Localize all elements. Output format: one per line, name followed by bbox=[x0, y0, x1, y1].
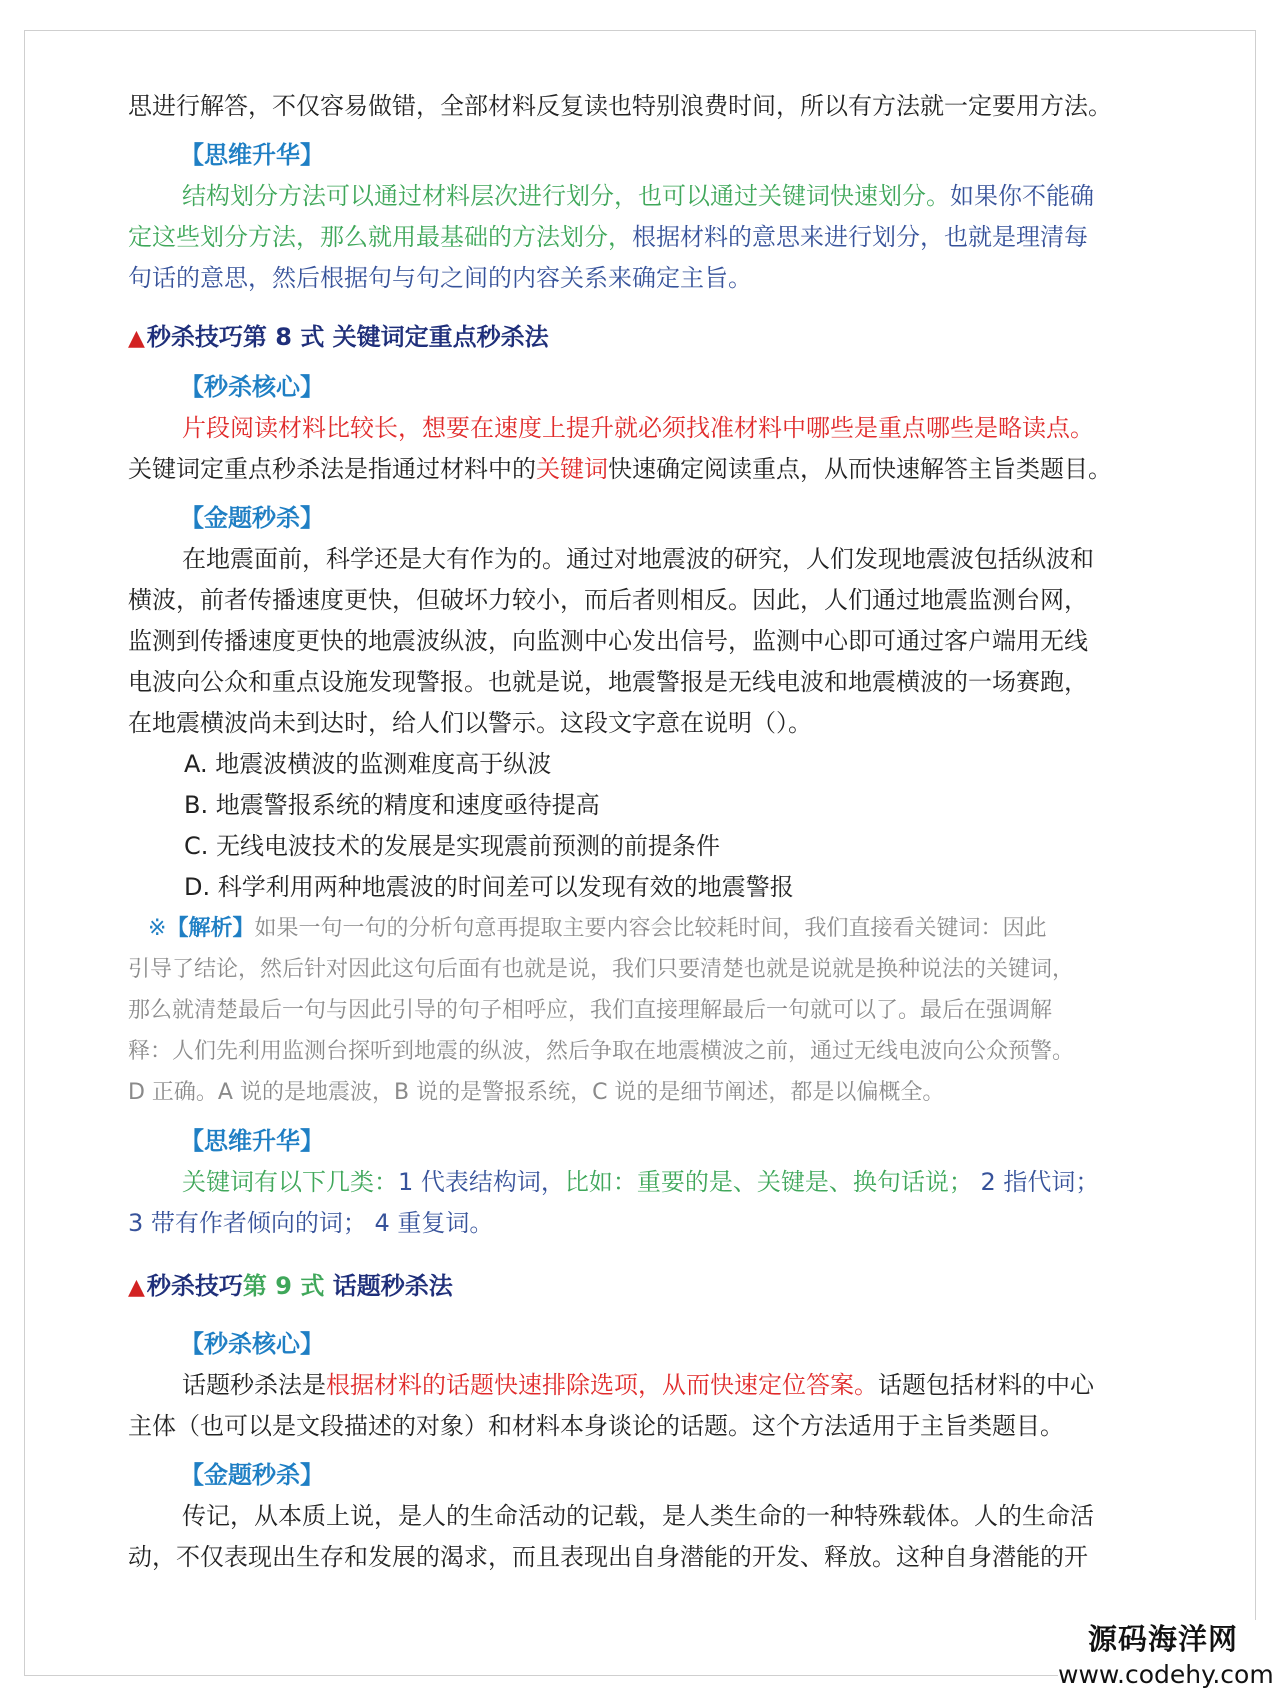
analysis-8-line-4: 释：人们先利用监测台探听到地震的纵波，然后争取在地震横波之前，通过无线电波向公众预警。 bbox=[128, 1039, 1075, 1064]
technique-9-title-green: 第 9 式 bbox=[242, 1272, 325, 1300]
option-c: C. 无线电波技术的发展是实现震前预测的前提条件 bbox=[184, 832, 721, 860]
option-b: B. 地震警报系统的精度和速度亟待提高 bbox=[184, 791, 600, 819]
thinking-1-green-2: 定这些划分方法，那么就用最基础的方法划分， bbox=[128, 223, 632, 251]
section-label-core-9: 【秒杀核心】 bbox=[180, 1330, 324, 1358]
thinking-1-line-3: 句话的意思，然后根据句与句之间的内容关系来确定主旨。 bbox=[128, 264, 752, 292]
gold-8-line-4: 电波向公众和重点设施发现警报。也就是说，地震警报是无线电波和地震横波的一场赛跑， bbox=[128, 668, 1088, 696]
option-a: A. 地震波横波的监测难度高于纵波 bbox=[184, 750, 552, 778]
core-8-keyword: 关键词 bbox=[536, 455, 608, 483]
core-8-text-a: 关键词定重点秒杀法是指通过材料中的 bbox=[128, 455, 536, 483]
intro-line: 思进行解答，不仅容易做错，全部材料反复读也特别浪费时间，所以有方法就一定要用方法。 bbox=[128, 92, 1112, 120]
section-label-gold-8: 【金题秒杀】 bbox=[180, 504, 324, 532]
thinking-1-green-1: 结构划分方法可以通过材料层次进行划分，也可以通过关键词快速划分。 bbox=[182, 182, 950, 210]
section-label-core-8: 【秒杀核心】 bbox=[180, 373, 324, 401]
core-8-line-1: 片段阅读材料比较长，想要在速度上提升就必须找准材料中哪些是重点哪些是略读点。 bbox=[182, 414, 1094, 442]
technique-9-title-b: 话题秒杀法 bbox=[324, 1272, 453, 1300]
watermark-title: 源码海洋网 bbox=[1087, 1622, 1238, 1656]
thinking-1-line-1 bbox=[128, 176, 1158, 217]
thinking-2-blue-a: 1 代表结构词， bbox=[398, 1168, 565, 1196]
core-9-text-a: 话题秒杀法是 bbox=[182, 1371, 326, 1399]
analysis-8-line-2: 引导了结论，然后针对因此这句后面有也就是说，我们只要清楚也就是说就是换种说法的关键词， bbox=[128, 957, 1075, 982]
option-d: D. 科学利用两种地震波的时间差可以发现有效的地震警报 bbox=[184, 873, 794, 901]
gold-8-line-1: 在地震面前，科学还是大有作为的。通过对地震波的研究，人们发现地震波包括纵波和 bbox=[182, 545, 1094, 573]
technique-9-heading bbox=[128, 1266, 1158, 1308]
reference-mark-icon: ※ bbox=[148, 916, 167, 941]
technique-8-title: 秒杀技巧第 8 式 关键词定重点秒杀法 bbox=[146, 323, 549, 351]
watermark bbox=[1058, 1620, 1274, 1700]
thinking-2-line-1 bbox=[128, 1162, 1158, 1203]
thinking-2-green-a: 关键词有以下几类： bbox=[182, 1168, 398, 1196]
watermark-url: www.codehy.com bbox=[1058, 1660, 1274, 1689]
core-8-text-b: 快速确定阅读重点，从而快速解答主旨类题目。 bbox=[608, 455, 1112, 483]
gold-8-line-2: 横波，前者传播速度更快，但破坏力较小，而后者则相反。因此，人们通过地震监测台网， bbox=[128, 586, 1088, 614]
core-8-line-2 bbox=[128, 449, 1158, 490]
triangle-icon: ▲ bbox=[128, 1275, 145, 1300]
triangle-icon: ▲ bbox=[128, 326, 145, 351]
section-label-thinking-2: 【思维升华】 bbox=[180, 1127, 324, 1155]
technique-9-title-a: 秒杀技巧 bbox=[146, 1272, 243, 1300]
thinking-2-line-2: 3 带有作者倾向的词； 4 重复词。 bbox=[128, 1209, 494, 1237]
core-9-line-2: 主体（也可以是文段描述的对象）和材料本身谈论的话题。这个方法适用于主旨类题目。 bbox=[128, 1412, 1064, 1440]
analysis-8-text-1: 如果一句一句的分析句意再提取主要内容会比较耗时间，我们直接看关键词：因此 bbox=[254, 916, 1047, 941]
core-9-text-b: 话题包括材料的中心 bbox=[878, 1371, 1094, 1399]
section-label-thinking-1: 【思维升华】 bbox=[180, 141, 324, 169]
thinking-1-blue-2: 根据材料的意思来进行划分，也就是理清每 bbox=[632, 223, 1088, 251]
section-label-gold-9: 【金题秒杀】 bbox=[180, 1461, 324, 1489]
thinking-2-green-b: 比如：重要的是、关键是、换句话说； bbox=[564, 1168, 973, 1196]
document-content bbox=[128, 86, 1158, 1578]
gold-8-line-3: 监测到传播速度更快的地震波纵波，向监测中心发出信号，监测中心即可通过客户端用无线 bbox=[128, 627, 1088, 655]
text-fade bbox=[1098, 1496, 1158, 1578]
gold-8-line-5: 在地震横波尚未到达时，给人们以警示。这段文字意在说明（）。 bbox=[128, 709, 812, 737]
gold-9-line-1: 传记，从本质上说，是人的生命活动的记载，是人类生命的一种特殊载体。人的生命活 bbox=[182, 1502, 1094, 1530]
gold-9-line-2: 动，不仅表现出生存和发展的渴求，而且表现出自身潜能的开发、释放。这种自身潜能的开 bbox=[128, 1543, 1088, 1571]
technique-8-heading bbox=[128, 317, 1158, 359]
gold-9-block bbox=[128, 1496, 1158, 1578]
analysis-8 bbox=[128, 908, 1158, 1113]
thinking-2-blue-b: 2 指代词； bbox=[972, 1168, 1100, 1196]
core-9-red: 根据材料的话题快速排除选项，从而快速定位答案。 bbox=[326, 1371, 878, 1399]
thinking-1-blue-1: 如果你不能确 bbox=[950, 182, 1094, 210]
analysis-label: 【解析】 bbox=[166, 916, 255, 941]
analysis-8-line-5: D 正确。A 说的是地震波，B 说的是警报系统，C 说的是细节阐述，都是以偏概全。 bbox=[128, 1080, 945, 1105]
thinking-1-line-2 bbox=[128, 217, 1158, 258]
analysis-8-line-1 bbox=[128, 908, 1158, 949]
core-9-line-1 bbox=[128, 1365, 1158, 1406]
analysis-8-line-3: 那么就清楚最后一句与因此引导的句子相呼应，我们直接理解最后一句就可以了。最后在强调解 bbox=[128, 998, 1053, 1023]
